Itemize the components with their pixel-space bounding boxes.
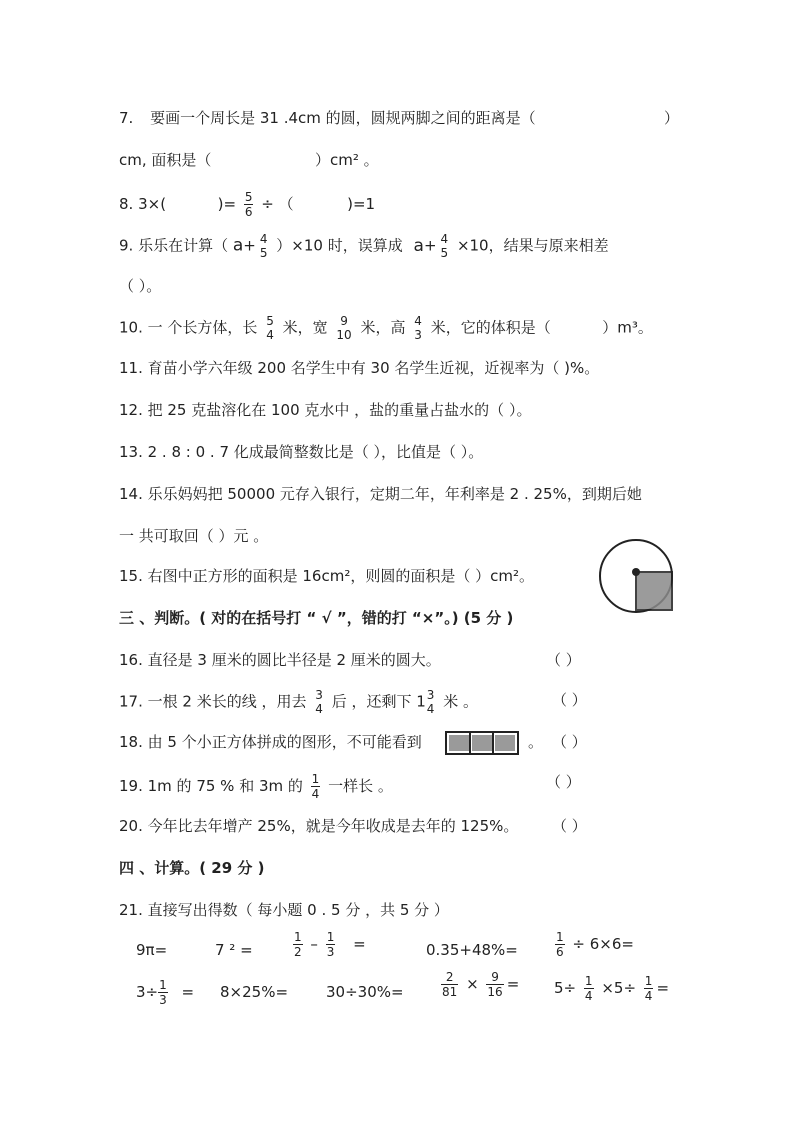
- calc-item: 9π=: [136, 941, 168, 959]
- question-18: 18. 由 5 个小正方体拼成的图形，不可能看到: [119, 733, 422, 751]
- question-14-line2: 一 共可取回（ ）元 。: [119, 527, 269, 545]
- question-12: 12. 把 25 克盐溶化在 100 克水中 ，盐的重量占盐水的（ ）。: [119, 401, 532, 419]
- answer-paren[interactable]: （ ）: [552, 733, 587, 751]
- section-3-heading: 三 、判断。( 对的在括号打 “ √ ”，错的打 “×”。) (5 分 ): [119, 609, 514, 627]
- question-13: 13. 2 . 8 : 0 . 7 化成最简整数比是（ ），比值是（ ）。: [119, 443, 484, 461]
- three-cube-view-icon: [445, 731, 519, 755]
- fraction: $\frac{9}{16}$: [487, 970, 503, 999]
- question-9-line2: （ ）。: [119, 277, 162, 295]
- fraction: $\frac{1}{4}$: [311, 772, 320, 801]
- question-17: 17. 一根 2 米长的线 ，用去 3 4 后 ，还剩下 1 3 4 米 。: [119, 688, 478, 716]
- question-7-line2: [119, 150, 379, 170]
- question-19: 19. 1m 的 75 % 和 3m 的 $\frac{1}{4}$ 一样长 。: [119, 772, 393, 801]
- fraction: $\frac{1}{4}$: [584, 974, 593, 1003]
- question-16: 16. 直径是 3 厘米的圆比半径是 2 厘米的圆大。: [119, 651, 441, 669]
- question-11: 11. 育苗小学六年级 200 名学生中有 30 名学生近视，近视率为（ )%。: [119, 359, 600, 377]
- calc-item: $\frac{1}{6}$ ÷ 6×6=: [556, 930, 634, 959]
- question-14-line1: 14. 乐乐妈妈把 50000 元存入银行，定期二年，年利率是 2 . 25%，到期后她: [119, 485, 642, 503]
- question-7-unit: cm, 面积是（: [119, 151, 212, 169]
- answer-paren[interactable]: （ ）: [552, 691, 587, 709]
- question-7-line1: [119, 108, 536, 128]
- question-15: 15. 右图中正方形的面积是 16cm²，则圆的面积是（ ）cm²。: [119, 567, 534, 585]
- fraction: 4 5: [259, 232, 268, 260]
- calc-item: $\frac{1}{2}$ – $\frac{1}{3}$ =: [294, 930, 366, 959]
- question-8: 8. 3×( )= $\frac{5}{6}$ ÷ （ )=1: [119, 190, 376, 219]
- fraction: 5 4: [266, 314, 274, 342]
- fraction: $\frac{1}{6}$: [556, 930, 564, 959]
- fraction: 9 10: [336, 314, 352, 342]
- question-7-text: 要画一个周长是 31 .4cm 的圆，圆规两脚之间的距离是（: [150, 109, 536, 127]
- calc-item: $\frac{2}{81}$ × $\frac{9}{16}$ =: [442, 970, 520, 999]
- calc-item: 3÷ $\frac{1}{3}$ =: [136, 978, 195, 1007]
- answer-paren[interactable]: （ ）: [546, 651, 581, 669]
- fraction: $\frac{1}{2}$: [294, 930, 302, 959]
- fraction: 4 5: [440, 232, 449, 260]
- calc-item: 5÷ $\frac{1}{4}$ ×5÷ $\frac{1}{4}$ =: [554, 974, 670, 1003]
- question-number: 7.: [119, 109, 134, 127]
- calc-item: 7 ² =: [215, 941, 253, 959]
- section-4-heading: 四 、计算。( 29 分 ): [119, 859, 265, 877]
- circle-square-figure: [598, 538, 684, 614]
- fraction: $\frac{1}{3}$: [326, 930, 335, 959]
- fraction: $\frac{1}{4}$: [644, 974, 653, 1003]
- fraction: $\frac{1}{3}$: [159, 978, 167, 1007]
- question-10: 10. 一 个长方体，长 5 4 米，宽 9 10 米，高 4 3 米，它的体积是（ ）m³。: [119, 314, 653, 342]
- question-9-line1: 9. 乐乐在计算（ a+ 4 5 ）×10 时，误算成 a+ 4 5 ×10，结果与原来相差: [119, 232, 609, 260]
- fraction: $\frac{5}{6}$: [244, 190, 253, 219]
- question-21: 21. 直接写出得数（ 每小题 0 . 5 分 ，共 5 分 ）: [119, 901, 449, 919]
- question-7-area-unit: ）cm² 。: [314, 151, 379, 169]
- fraction: 3 4: [426, 688, 435, 716]
- question-20: 20. 今年比去年增产 25%，就是今年收成是去年的 125%。: [119, 817, 519, 835]
- calc-item: 0.35+48%=: [426, 941, 518, 959]
- fraction: $\frac{2}{81}$: [442, 970, 458, 999]
- answer-paren[interactable]: （ ）: [546, 773, 581, 791]
- calc-item: 30÷30%=: [326, 983, 404, 1001]
- question-7-close-paren: ）: [664, 109, 680, 127]
- fraction: 3 4: [315, 688, 323, 716]
- fraction: 4 3: [414, 314, 422, 342]
- answer-paren[interactable]: （ ）: [552, 817, 587, 835]
- calc-item: 8×25%=: [220, 983, 289, 1001]
